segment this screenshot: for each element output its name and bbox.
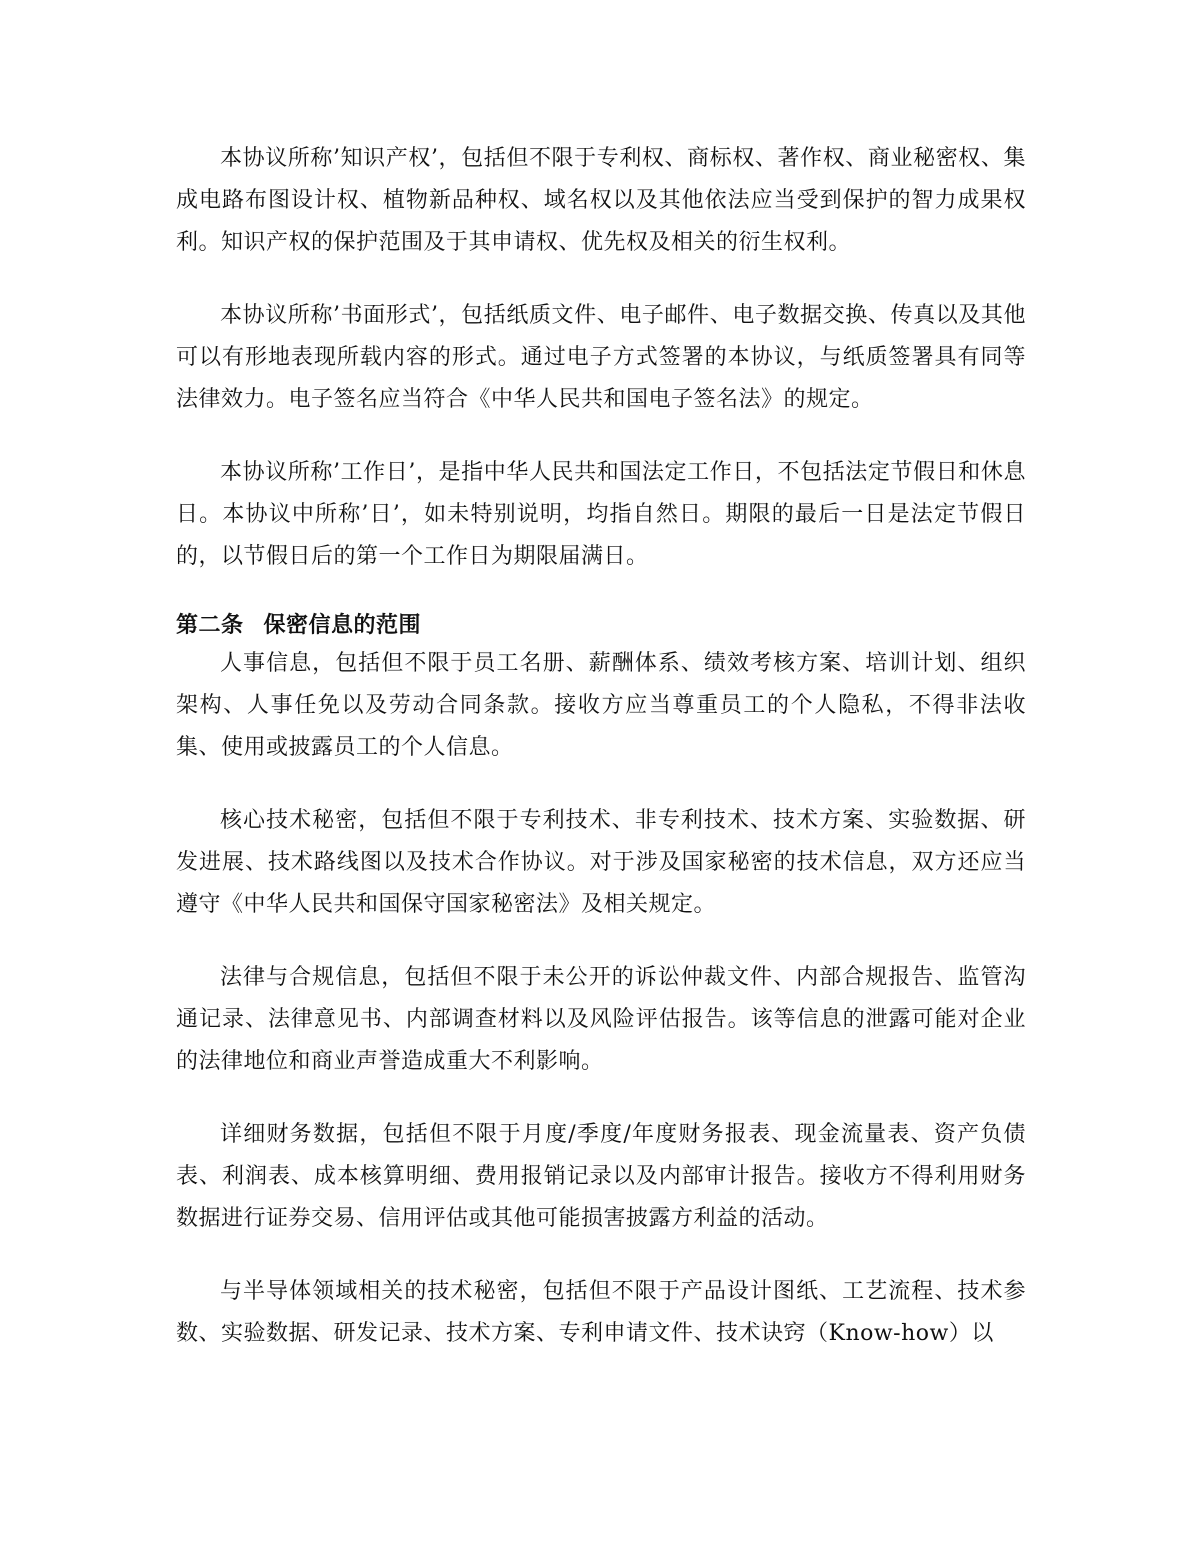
paragraph-semiconductor-secrets: 与半导体领域相关的技术秘密，包括但不限于产品设计图纸、工艺流程、技术参数、实验数据、研发记录、技术方案、专利申请文件、技术诀窍（Know-how）以: [176, 1279, 1026, 1346]
paragraph-working-day-definition: 本协议所称’工作日’，是指中华人民共和国法定工作日，不包括法定节假日和休息日。本协议中所称’日’，如未特别说明，均指自然日。期限的最后一日是法定节假日的，以节假日后的第一个工作日为期限届满日。: [176, 460, 1026, 569]
section-heading: [176, 609, 1026, 643]
paragraph-financial-data: 详细财务数据，包括但不限于月度/季度/年度财务报表、现金流量表、资产负债表、利润表、成本核算明细、费用报销记录以及内部审计报告。接收方不得利用财务数据进行证券交易、信用评估或其他可能损害披露方利益的活动。: [176, 1122, 1026, 1231]
paragraph-hr-info: 人事信息，包括但不限于员工名册、薪酬体系、绩效考核方案、培训计划、组织架构、人事任免以及劳动合同条款。接收方应当尊重员工的个人隐私，不得非法收集、使用或披露员工的个人信息。: [176, 651, 1026, 760]
paragraph-legal-compliance-info: 法律与合规信息，包括但不限于未公开的诉讼仲裁文件、内部合规报告、监管沟通记录、法律意见书、内部调查材料以及风险评估报告。该等信息的泄露可能对企业的法律地位和商业声誉造成重大不利影响。: [176, 965, 1026, 1074]
section-title: 保密信息的范围: [263, 613, 422, 638]
paragraph-core-tech-secrets: 核心技术秘密，包括但不限于专利技术、非专利技术、技术方案、实验数据、研发进展、技术路线图以及技术合作协议。对于涉及国家秘密的技术信息，双方还应当遵守《中华人民共和国保守国家秘密法》及相关规定。: [176, 808, 1026, 917]
paragraph-ip-definition: 本协议所称’知识产权’，包括但不限于专利权、商标权、著作权、商业秘密权、集成电路布图设计权、植物新品种权、域名权以及其他依法应当受到保护的智力成果权利。知识产权的保护范围及于其申请权、优先权及相关的衍生权利。: [176, 146, 1026, 255]
paragraph-written-form-definition: 本协议所称’书面形式’，包括纸质文件、电子邮件、电子数据交换、传真以及其他可以有形地表现所载内容的形式。通过电子方式签署的本协议，与纸质签署具有同等法律效力。电子签名应当符合《中华人民共和国电子签名法》的规定。: [176, 303, 1026, 412]
document-page: [176, 138, 1026, 1386]
section-number: 第二条: [176, 613, 244, 638]
